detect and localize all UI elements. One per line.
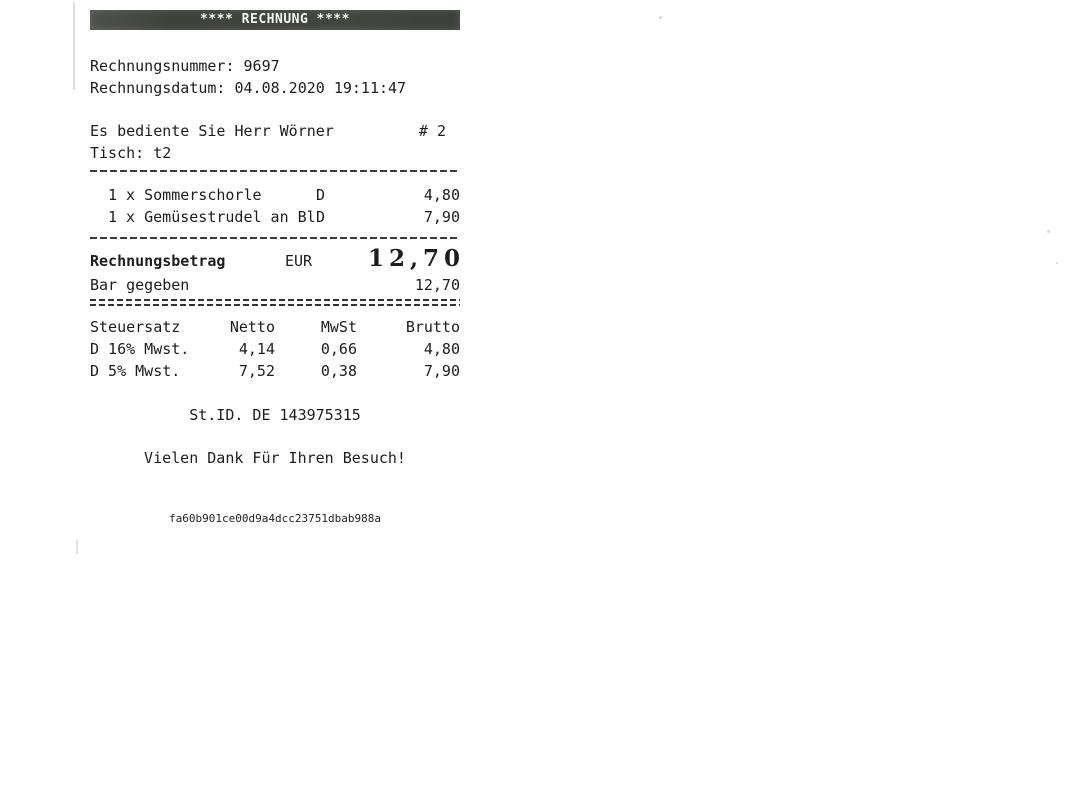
thank-you-line: Vielen Dank Für Ihren Besuch! (144, 449, 406, 467)
tax-row-brutto: 7,90 (423, 362, 460, 380)
receipt (90, 10, 465, 526)
item-row (90, 184, 460, 206)
scan-artifact (1056, 262, 1058, 264)
dashed-separator (90, 170, 460, 172)
tax-row-mwst: 0,66 (320, 340, 357, 358)
invoice-date-label: Rechnungsdatum: (90, 79, 226, 97)
tax-id-line: St.ID. DE 143975315 (189, 406, 361, 424)
tax-table (90, 316, 460, 382)
total-amount: 12,70 (367, 245, 465, 272)
tax-header-netto: Netto (229, 318, 275, 336)
dash-row (90, 304, 460, 306)
scan-artifact (1047, 230, 1050, 233)
currency-code: EUR (285, 252, 313, 270)
tax-row-rate: D 16% Mwst. (90, 340, 190, 358)
dashed-separator (90, 237, 460, 239)
cash-given-label: Bar gegeben (90, 276, 190, 294)
item-name: 1 x Gemüsestrudel an Bl (108, 208, 316, 226)
item-price: 7,90 (423, 208, 460, 226)
scan-artifact (76, 540, 78, 554)
dash-row (90, 299, 460, 301)
item-price: 4,80 (423, 186, 460, 204)
server-line (90, 120, 460, 142)
receipt-hash: fa60b901ce00d9a4dcc23751dbab988a (169, 512, 381, 525)
receipt-title-banner (90, 10, 460, 30)
double-dashed-separator (90, 299, 460, 307)
total-line (90, 245, 465, 274)
tax-header-brutto: Brutto (405, 318, 460, 336)
table-line: Tisch: t2 (90, 144, 172, 162)
tax-row-mwst: 0,38 (320, 362, 357, 380)
item-list (90, 184, 460, 228)
item-name: 1 x Sommerschorle (108, 186, 262, 204)
tax-row-netto: 7,52 (238, 362, 275, 380)
item-tax-class: D (316, 208, 326, 226)
total-label: Rechnungsbetrag (90, 252, 226, 270)
invoice-date-line (90, 77, 460, 99)
cash-given-amount: 12,70 (414, 276, 460, 294)
scan-artifact (659, 16, 662, 19)
tax-row-rate: D 5% Mwst. (90, 362, 181, 380)
invoice-number-value: 9697 (243, 57, 280, 75)
invoice-number-label: Rechnungsnummer: (90, 57, 235, 75)
served-by-text: Es bediente Sie Herr Wörner (90, 122, 334, 140)
receipt-counter: # 2 (418, 122, 446, 140)
item-row (90, 206, 460, 228)
tax-header-mwst: MwSt (320, 318, 357, 336)
tax-header-rate: Steuersatz (90, 318, 181, 336)
scan-artifact (73, 2, 75, 90)
tax-row-brutto: 4,80 (423, 340, 460, 358)
invoice-date-value: 04.08.2020 19:11:47 (234, 79, 407, 97)
receipt-title: **** RECHNUNG **** (200, 12, 350, 27)
tax-row-netto: 4,14 (238, 340, 275, 358)
item-tax-class: D (316, 186, 326, 204)
cash-given-line (90, 274, 460, 296)
invoice-number-line (90, 55, 460, 77)
